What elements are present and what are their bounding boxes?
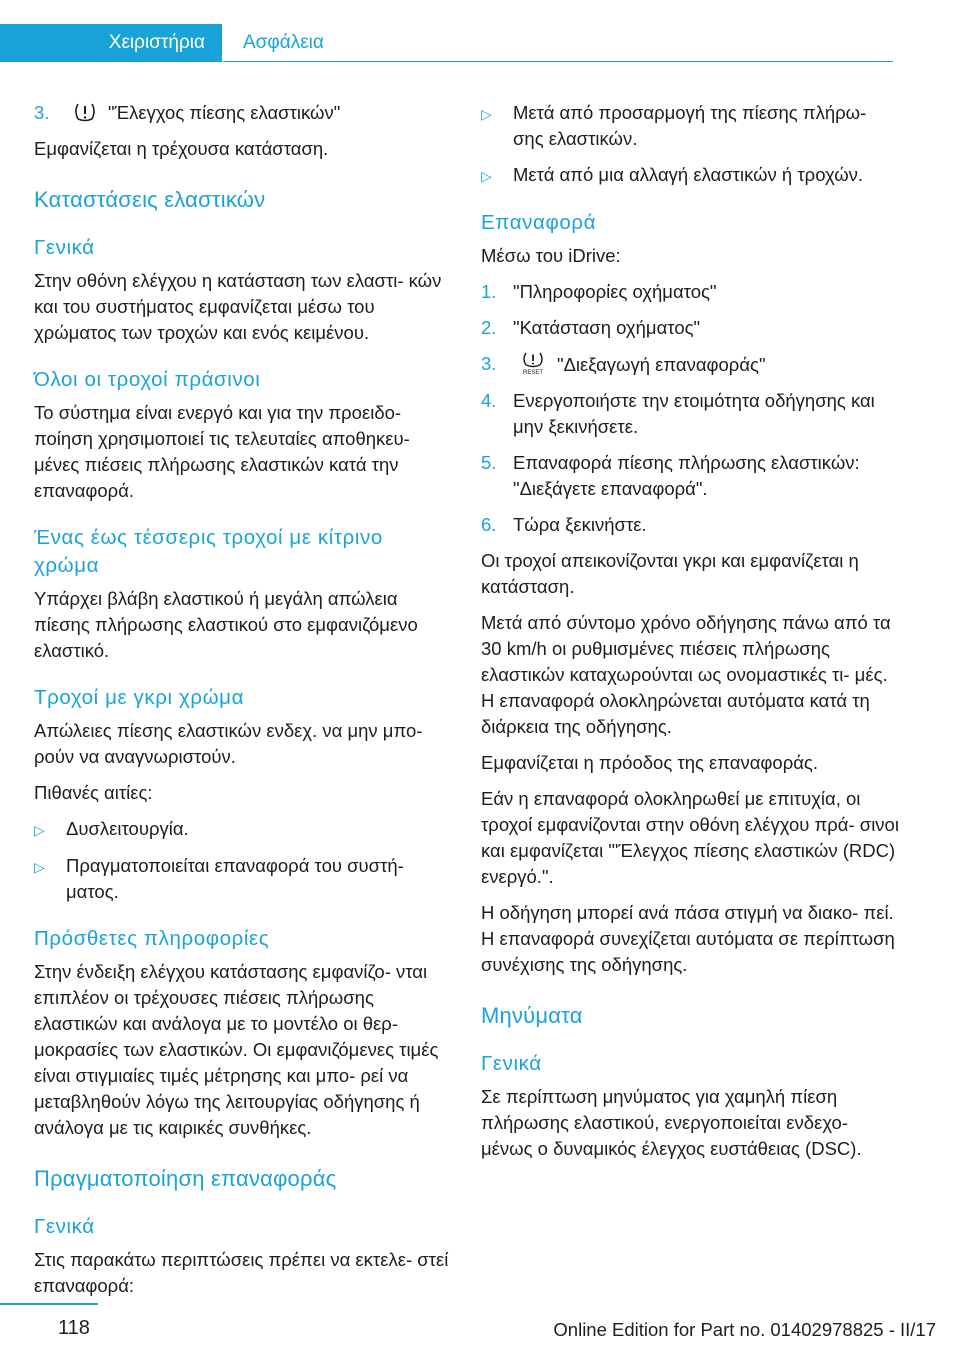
step-number: 1. bbox=[481, 281, 497, 302]
heading-gray-wheels: Τροχοί με γκρι χρώμα bbox=[34, 686, 245, 709]
bullet-marker: ▷ bbox=[34, 859, 45, 875]
left-column bbox=[34, 100, 452, 1309]
bullet-marker: ▷ bbox=[481, 168, 492, 184]
step-text-wrap bbox=[66, 100, 340, 126]
step-4 bbox=[481, 388, 899, 440]
paragraph-causes: Πιθανές αιτίες: bbox=[34, 782, 153, 803]
paragraph-all-green: Το σύστημα είναι ενεργό και για την προειδο‐ ποίηση χρησιμοποιεί τις τελευταίες αποθηκευ‐ μένες πιέσεις πλήρωσης ελαστικών κατά την επαναφορά. bbox=[34, 402, 410, 501]
bullet-text: Πραγματοποιείται επαναφορά του συστή‐ ματος. bbox=[66, 855, 404, 902]
paragraph-gray-wheels-status: Οι τροχοί απεικονίζονται γκρι και εμφανίζεται η κατάσταση. bbox=[481, 550, 859, 597]
paragraph-gray-wheels: Απώλειες πίεσης ελαστικών ενδεχ. να μην μπο‐ ρούν να αναγνωριστούν. bbox=[34, 720, 423, 767]
step-text: Τώρα ξεκινήστε. bbox=[513, 514, 647, 535]
heading-general: Γενικά bbox=[481, 1052, 542, 1075]
step-number: 2. bbox=[481, 317, 497, 338]
step-text: "Πληροφορίες οχήματος" bbox=[513, 281, 717, 302]
paragraph-general: Στην οθόνη ελέγχου η κατάσταση των ελαστι‐ κών και του συστήματος εμφανίζεται μέσω του χρώματος των τροχών και ενός κειμένου. bbox=[34, 270, 442, 343]
paragraph-progress: Εμφανίζεται η πρόοδος της επαναφοράς. bbox=[481, 752, 818, 773]
bullet-marker: ▷ bbox=[481, 106, 492, 122]
step-text: "Έλεγχος πίεσης ελαστικών" bbox=[108, 102, 341, 123]
paragraph-messages: Σε περίπτωση μηνύματος για χαμηλή πίεση πλήρωσης ελαστικού, ενεργοποιείται ενδεχο‐ μένως ο δυναμικός έλεγχος ευστάθειας (DSC). bbox=[481, 1086, 862, 1159]
step-3-tire-check bbox=[34, 100, 452, 126]
paragraph-additional-info: Στην ένδειξη ελέγχου κατάστασης εμφανίζο‐ νται επιπλέον οι τρέχουσες πιέσεις πλήρωσης ελαστικών και ανάλογα με το μοντέλο οι θερ‐ μοκρασίες των ελαστικών. Οι εμφανιζόμενες τιμές είναι στιγμιαίες τιμές μέτρησης και μπο‐ ρεί να μεταβληθούν λόγω της λειτουργίας οδήγησης ή ανάλογα με τις καιρικές συνθήκες. bbox=[34, 961, 439, 1138]
step-number: 4. bbox=[481, 390, 497, 411]
paragraph-interrupt: Η οδήγηση μπορεί ανά πάσα στιγμή να διακο‐ πεί. Η επαναφορά συνεχίζεται αυτόματα σε περίπτωση συνέχισης της οδήγησης. bbox=[481, 902, 895, 975]
reset-icon-label: RESET bbox=[522, 370, 544, 375]
step-6 bbox=[481, 512, 899, 538]
current-status-text: Εμφανίζεται η τρέχουσα κατάσταση. bbox=[34, 138, 329, 159]
list-item bbox=[481, 100, 899, 152]
paragraph-after-drive: Μετά από σύντομο χρόνο οδήγησης πάνω από τα 30 km/h οι ρυθμισμένες πιέσεις πλήρωσης ελαστικών καταχωρούνται ως ονομαστικές τι‐ μές. Η επαναφορά ολοκληρώνεται αυτόματα κατά τη διάρκεια της οδήγησης. bbox=[481, 612, 891, 737]
paragraph-reset-cases: Στις παρακάτω περιπτώσεις πρέπει να εκτελε‐ στεί επαναφορά: bbox=[34, 1249, 449, 1296]
heading-additional-info: Πρόσθετες πληροφορίες bbox=[34, 927, 270, 950]
step-number: 3. bbox=[481, 353, 497, 374]
footer-divider bbox=[0, 1303, 98, 1305]
bullet-marker: ▷ bbox=[34, 822, 45, 838]
step-1 bbox=[481, 279, 899, 305]
heading-all-green: Όλοι οι τροχοί πράσινοι bbox=[34, 368, 261, 391]
step-5 bbox=[481, 450, 899, 502]
step-text-wrap bbox=[513, 351, 766, 378]
tire-pressure-reset-icon bbox=[519, 351, 547, 375]
tire-pressure-warning-icon bbox=[72, 101, 98, 123]
list-item bbox=[34, 816, 452, 843]
heading-perform-reset: Πραγματοποίηση επαναφοράς bbox=[34, 1166, 337, 1191]
step-number: 5. bbox=[481, 452, 497, 473]
step-number: 6. bbox=[481, 514, 497, 535]
step-text: "Κατάσταση οχήματος" bbox=[513, 317, 701, 338]
paragraph-via-idrive: Μέσω του iDrive: bbox=[481, 245, 621, 266]
bullet-text: Μετά από προσαρμογή της πίεσης πλήρω‐ σης ελαστικών. bbox=[513, 102, 867, 149]
section-tab-safety: Ασφάλεια bbox=[223, 24, 893, 62]
list-item bbox=[34, 853, 452, 905]
edition-info: Online Edition for Part no. 01402978825 - II/17 bbox=[553, 1319, 936, 1340]
right-column bbox=[481, 100, 899, 1172]
step-2 bbox=[481, 315, 899, 341]
step-3 bbox=[481, 351, 899, 378]
heading-general: Γενικά bbox=[34, 236, 95, 259]
paragraph-success: Εάν η επαναφορά ολοκληρωθεί με επιτυχία, οι τροχοί εμφανίζονται στην οθόνη ελέγχου πρά‐ σινοι και εμφανίζεται "'Έλεγχος πίεσης ελαστικών (RDC) ενεργό.". bbox=[481, 788, 899, 887]
heading-general: Γενικά bbox=[34, 1215, 95, 1238]
list-item bbox=[481, 162, 899, 189]
heading-messages: Μηνύματα bbox=[481, 1003, 583, 1028]
heading-tire-status: Καταστάσεις ελαστικών bbox=[34, 187, 266, 212]
page-header bbox=[0, 24, 960, 62]
step-text: Ενεργοποιήστε την ετοιμότητα οδήγησης και μην ξεκινήσετε. bbox=[513, 390, 875, 437]
bullet-text: Δυσλειτουργία. bbox=[66, 818, 189, 839]
page-number: 118 bbox=[58, 1317, 90, 1339]
step-text: Επαναφορά πίεσης πλήρωσης ελαστικών: "Διεξάγετε επαναφορά". bbox=[513, 452, 860, 499]
bullet-text: Μετά από μια αλλαγή ελαστικών ή τροχών. bbox=[513, 164, 864, 185]
heading-reset: Επαναφορά bbox=[481, 211, 597, 234]
section-tab-controls: Χειριστήρια bbox=[0, 24, 222, 62]
heading-yellow-wheels: Ένας έως τέσσερις τροχοί με κίτρινο χρώμα bbox=[34, 526, 383, 577]
step-number: 3. bbox=[34, 102, 50, 123]
paragraph-yellow-wheels: Υπάρχει βλάβη ελαστικού ή μεγάλη απώλεια πίεσης πλήρωσης ελαστικού στο εμφανιζόμενο ελαστικό. bbox=[34, 588, 418, 661]
step-text: "Διεξαγωγή επαναφοράς" bbox=[557, 354, 766, 375]
